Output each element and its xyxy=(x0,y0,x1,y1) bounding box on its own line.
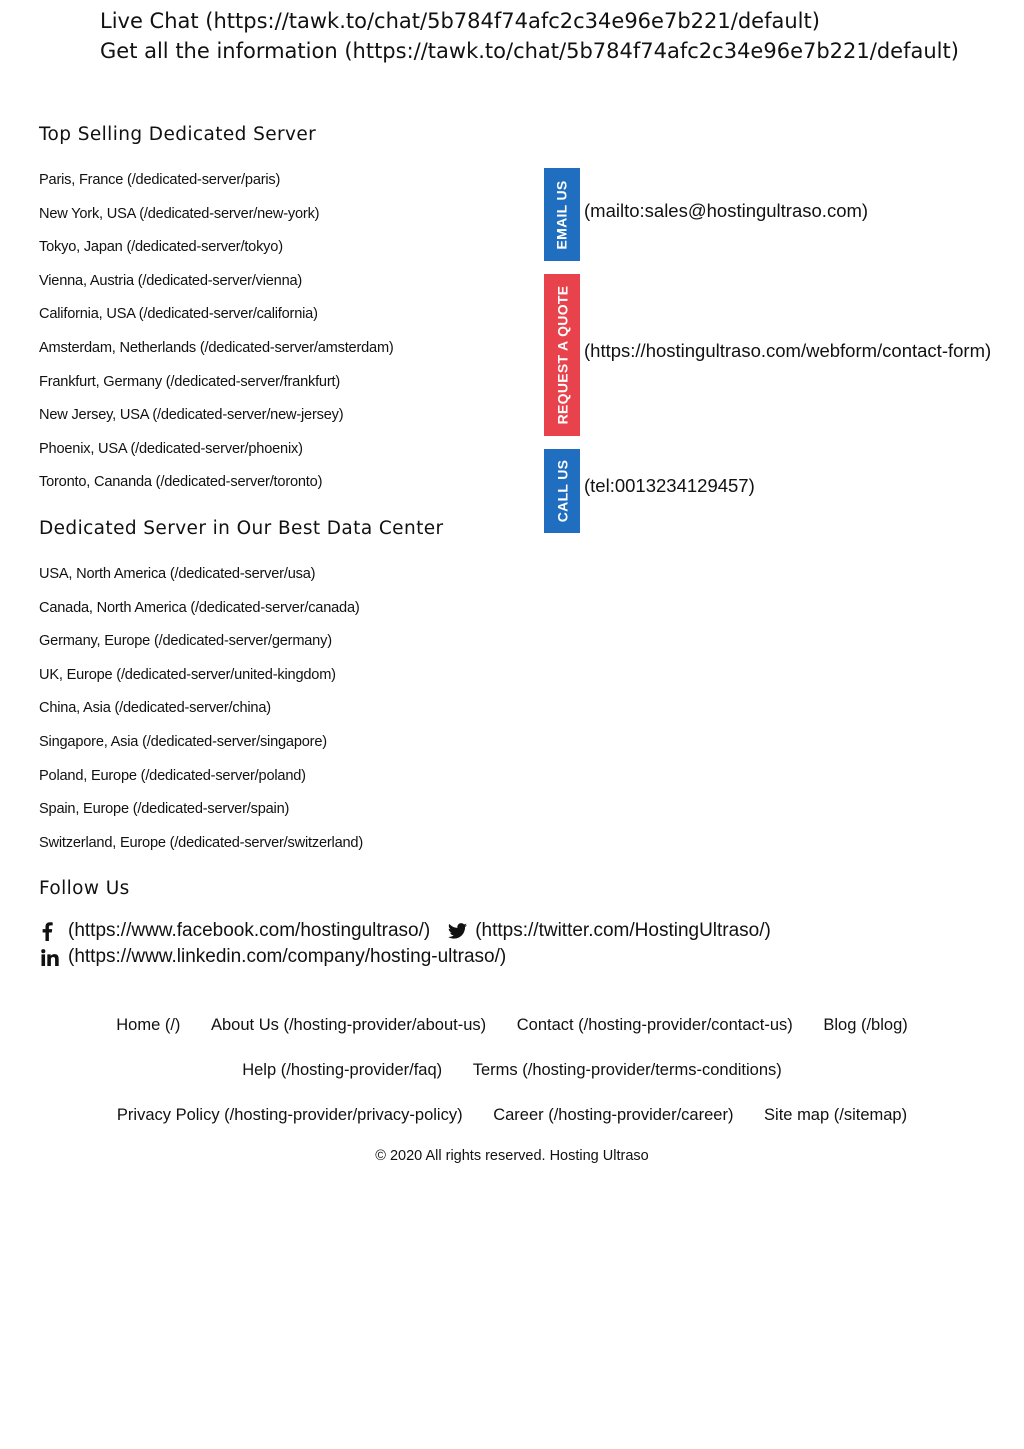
footer-nav-row-2 xyxy=(0,1061,1024,1080)
list-item[interactable]: Toronto, Cananda (/dedicated-server/toronto) xyxy=(39,474,323,491)
list-item[interactable]: Canada, North America (/dedicated-server/canada) xyxy=(39,599,360,616)
data-center-title: Dedicated Server in Our Best Data Center xyxy=(39,518,444,539)
live-chat-link[interactable]: Live Chat (https://tawk.to/chat/5b784f74afc2c34e96e7b221/default) xyxy=(100,9,820,33)
footer-link-help[interactable]: Help (/hosting-provider/faq) xyxy=(242,1061,443,1079)
footer-link-career[interactable]: Career (/hosting-provider/career) xyxy=(493,1106,734,1124)
footer-link-blog[interactable]: Blog (/blog) xyxy=(823,1016,908,1034)
email-us-button[interactable] xyxy=(544,168,580,261)
request-quote-button[interactable] xyxy=(544,274,580,436)
email-us-label: EMAIL US xyxy=(554,179,571,250)
footer-link-contact[interactable]: Contact (/hosting-provider/contact-us) xyxy=(516,1016,793,1034)
copyright-text: © 2020 All rights reserved. Hosting Ultraso xyxy=(375,1148,649,1164)
list-item[interactable]: UK, Europe (/dedicated-server/united-kingdom) xyxy=(39,666,336,683)
get-info-link[interactable]: Get all the information (https://tawk.to/chat/5b784f74afc2c34e96e7b221/default) xyxy=(100,39,959,63)
list-item[interactable]: Vienna, Austria (/dedicated-server/vienna) xyxy=(39,272,303,289)
facebook-icon[interactable] xyxy=(41,921,63,941)
list-item[interactable]: Spain, Europe (/dedicated-server/spain) xyxy=(39,801,290,818)
quote-link[interactable]: (https://hostingultraso.com/webform/contact-form) xyxy=(584,340,992,361)
social-row-2 xyxy=(41,946,506,968)
list-item[interactable]: Tokyo, Japan (/dedicated-server/tokyo) xyxy=(39,239,283,256)
email-link[interactable]: (mailto:sales@hostingultraso.com) xyxy=(584,200,869,221)
list-item[interactable]: Frankfurt, Germany (/dedicated-server/frankfurt) xyxy=(39,373,341,390)
top-selling-list xyxy=(39,170,394,506)
list-item[interactable]: California, USA (/dedicated-server/california) xyxy=(39,306,318,323)
call-us-button[interactable] xyxy=(544,449,580,533)
footer-link-about[interactable]: About Us (/hosting-provider/about-us) xyxy=(211,1016,487,1034)
call-us-label: CALL US xyxy=(554,459,571,523)
footer-link-sitemap[interactable]: Site map (/sitemap) xyxy=(764,1106,908,1124)
footer-nav-row-1 xyxy=(0,1016,1024,1035)
social-row-1 xyxy=(41,920,771,942)
call-link[interactable]: (tel:0013234129457) xyxy=(584,475,755,496)
footer-link-terms[interactable]: Terms (/hosting-provider/terms-conditions) xyxy=(472,1061,782,1079)
follow-us-title: Follow Us xyxy=(39,878,130,899)
list-item[interactable]: Phoenix, USA (/dedicated-server/phoenix) xyxy=(39,440,303,457)
list-item[interactable]: Amsterdam, Netherlands (/dedicated-server/amsterdam) xyxy=(39,339,394,356)
list-item[interactable]: USA, North America (/dedicated-server/usa) xyxy=(39,566,316,582)
list-item[interactable]: Germany, Europe (/dedicated-server/germany) xyxy=(39,633,332,650)
facebook-link[interactable]: (https://www.facebook.com/hostingultraso/) xyxy=(68,920,431,941)
linkedin-icon[interactable] xyxy=(41,947,63,967)
list-item[interactable]: Singapore, Asia (/dedicated-server/singapore) xyxy=(39,733,327,750)
twitter-icon[interactable] xyxy=(448,921,470,941)
footer-link-privacy[interactable]: Privacy Policy (/hosting-provider/privacy-policy) xyxy=(116,1106,463,1124)
twitter-link[interactable]: (https://twitter.com/HostingUltraso/) xyxy=(475,920,771,941)
data-center-list xyxy=(39,564,363,866)
list-item[interactable]: China, Asia (/dedicated-server/china) xyxy=(39,700,271,717)
list-item[interactable]: Paris, France (/dedicated-server/paris) xyxy=(39,172,281,188)
list-item[interactable]: Switzerland, Europe (/dedicated-server/switzerland) xyxy=(39,834,363,851)
list-item[interactable]: New York, USA (/dedicated-server/new-york) xyxy=(39,205,320,222)
linkedin-link[interactable]: (https://www.linkedin.com/company/hosting-ultraso/) xyxy=(68,946,507,967)
list-item[interactable]: New Jersey, USA (/dedicated-server/new-jersey) xyxy=(39,407,344,424)
request-quote-label: REQUEST A QUOTE xyxy=(554,285,570,425)
list-item[interactable]: Poland, Europe (/dedicated-server/poland) xyxy=(39,767,306,784)
footer-nav-row-3 xyxy=(0,1106,1024,1125)
footer-link-home[interactable]: Home (/) xyxy=(116,1016,181,1034)
top-selling-title: Top Selling Dedicated Server xyxy=(39,124,317,145)
